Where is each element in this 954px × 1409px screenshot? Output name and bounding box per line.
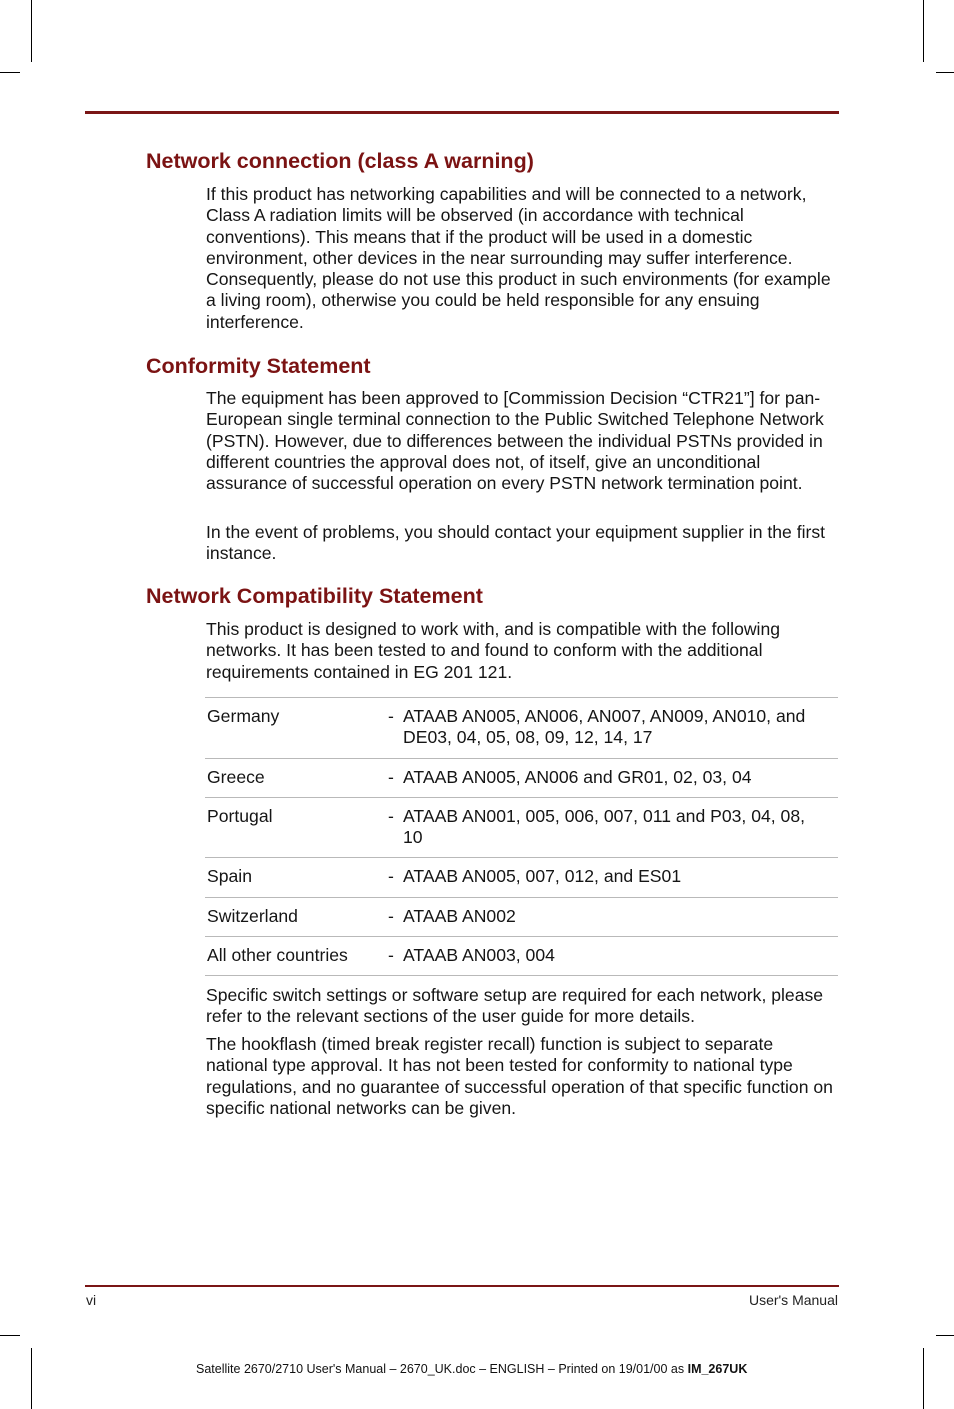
standards-cell: ATAAB AN002 [403, 905, 516, 926]
country-cell: Germany [207, 706, 280, 726]
header-rule [85, 111, 839, 114]
standards-cell: ATAAB AN003, 004 [403, 945, 555, 966]
dash-cell: - [388, 706, 394, 726]
paragraph-conformity-problems: In the event of problems, you should contact your equipment supplier in the first instance. [206, 522, 826, 564]
table-row [205, 698, 838, 759]
dash-cell: - [388, 905, 394, 926]
crop-mark [923, 1348, 924, 1409]
section-heading-network-connection: Network connection (class A warning) [146, 149, 534, 173]
print-info-text: Satellite 2670/2710 User's Manual – 2670_UK.doc – ENGLISH – Printed on 19/01/00 as [196, 1362, 688, 1376]
manual-title: User's Manual [748, 1292, 838, 1308]
page-number: vi [86, 1292, 97, 1308]
print-info-line [196, 1362, 747, 1376]
standards-cell: ATAAB AN005, 007, 012, and ES01 [403, 866, 682, 887]
table-row [205, 897, 838, 936]
table-row [205, 758, 838, 797]
dash-cell: - [388, 945, 394, 966]
networks-table [205, 697, 838, 976]
crop-mark [923, 0, 924, 62]
print-code: IM_267UK [687, 1362, 748, 1376]
section-heading-network-compatibility: Network Compatibility Statement [146, 584, 483, 608]
country-cell: Switzerland [207, 905, 298, 926]
country-cell: All other countries [207, 945, 348, 966]
footer-rule [85, 1285, 839, 1287]
country-cell: Spain [207, 866, 252, 887]
paragraph-switch-settings: Specific switch settings or software setup are required for each network, please refer to the relevant sections of the user guide for more details. [206, 985, 824, 1027]
crop-mark [0, 1335, 20, 1336]
paragraph-conformity-approval: The equipment has been approved to [Commission Decision “CTR21”] for pan-European single terminal connection to the Public Switched Telephone Network (PSTN). However, due to differences between the individual PSTNs provided in different countries the approval does not, of itself, give an unconditional assurance of successful operation on every PSTN network termination point. [206, 388, 824, 494]
crop-mark [0, 72, 20, 73]
table-row [205, 858, 838, 897]
dash-cell: - [388, 866, 394, 887]
paragraph-compatibility-intro: This product is designed to work with, and is compatible with the following networks. It has been tested to and found to conform with the additional requirements contained in EG 201 121. [206, 619, 781, 682]
table-row [205, 797, 838, 858]
paragraph-hookflash: The hookflash (timed break register recall) function is subject to separate national type approval. It has not been tested for conformity to national type regulations, and no guarantee of successful operation of that specific function on specific national networks can be given. [206, 1034, 833, 1118]
dash-cell: - [388, 766, 394, 787]
standards-cell: ATAAB AN005, AN006 and GR01, 02, 03, 04 [403, 766, 752, 787]
dash-cell: - [388, 805, 394, 826]
crop-mark [31, 1348, 32, 1409]
standards-cell: ATAAB AN005, AN006, AN007, AN009, AN010, and DE03, 04, 05, 08, 09, 12, 14, 17 [403, 706, 806, 748]
crop-mark [31, 0, 32, 62]
crop-mark [936, 72, 954, 73]
table-row [205, 937, 838, 976]
standards-cell: ATAAB AN001, 005, 006, 007, 011 and P03, 04, 08, 10 [403, 805, 806, 848]
paragraph-network-connection: If this product has networking capabilities and will be connected to a network, Class A radiation limits will be observed (in accordance with technical conventions). This means that if the product will be used in a domestic environment, other devices in the near surrounding may suffer interference. Consequently, please do not use this product in such environments (for example a living room), otherwise you could be held responsible for any ensuing interference. [206, 184, 831, 332]
section-heading-conformity: Conformity Statement [146, 354, 371, 378]
crop-mark [936, 1335, 954, 1336]
country-cell: Greece [207, 766, 265, 787]
country-cell: Portugal [207, 805, 273, 826]
